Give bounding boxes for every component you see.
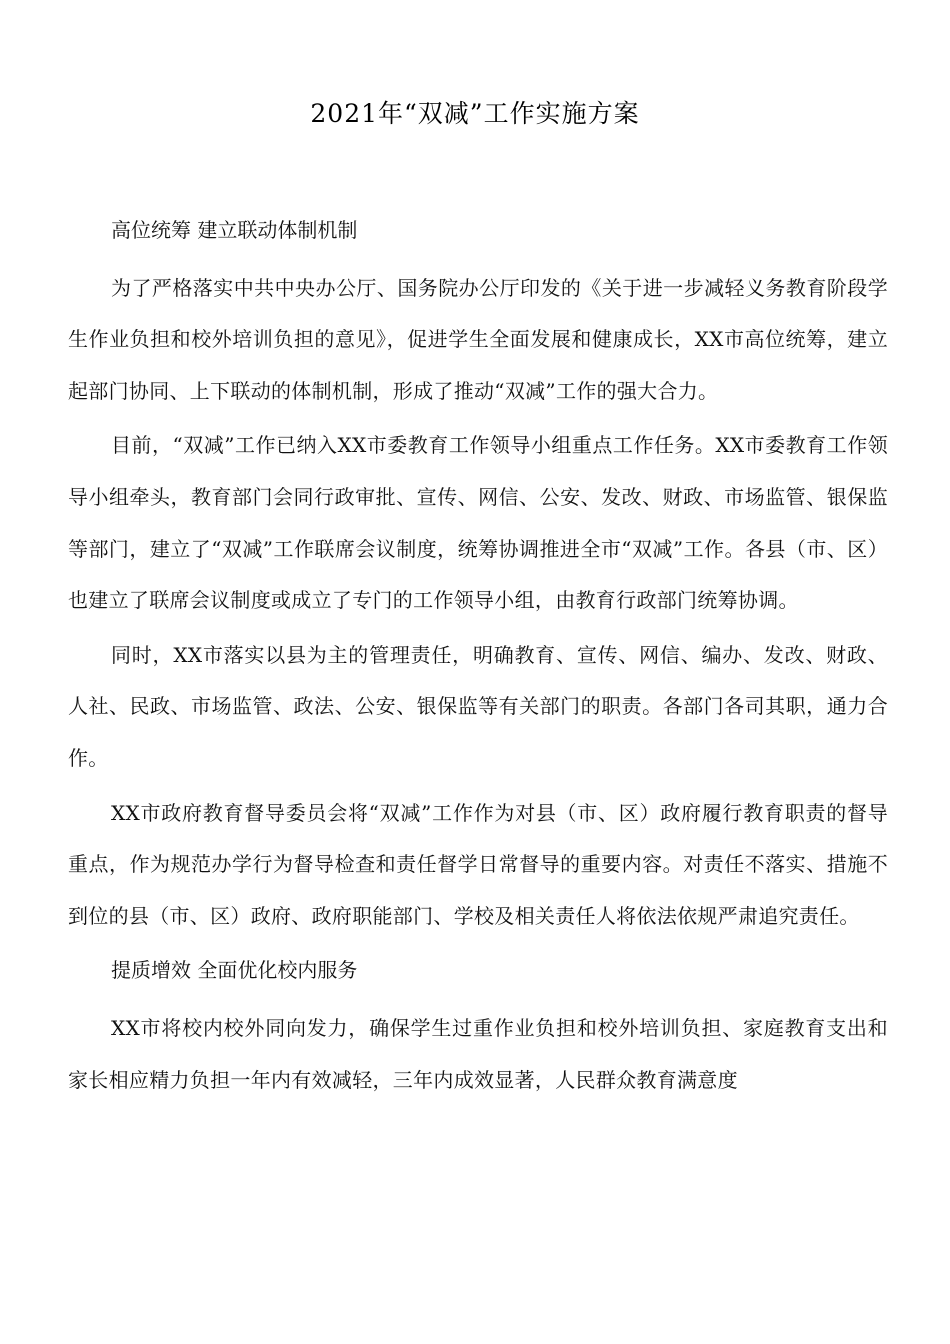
paragraph-3: 同时，XX市落实以县为主的管理责任，明确教育、宣传、网信、编办、发改、财政、人社、民政、市场监管、政法、公安、银保监等有关部门的职责。各部门各司其职，通力合作。: [68, 642, 888, 770]
paragraph-1: 为了严格落实中共中央办公厅、国务院办公厅印发的《关于进一步减轻义务教育阶段学生作业负担和校外培训负担的意见》，促进学生全面发展和健康成长，XX市高位统筹，建立起部门协同、上下联动的体制机制，形成了推动“双减”工作的强大合力。: [68, 275, 888, 403]
paragraph-4: XX市政府教育督导委员会将“双减”工作作为对县（市、区）政府履行教育职责的督导重点，作为规范办学行为督导检查和责任督学日常督导的重要内容。对责任不落实、措施不到位的县（市、区）政府、政府职能部门、学校及相关责任人将依法依规严肃追究责任。: [68, 800, 888, 928]
section-heading-school-service: 提质增效 全面优化校内服务: [111, 958, 358, 983]
document-title: 2021年“双减”工作实施方案: [310, 99, 640, 128]
document-body: [68, 205, 888, 1109]
paragraph-2: 目前，“双减”工作已纳入XX市委教育工作领导小组重点工作任务。XX市委教育工作领导小组牵头，教育部门会同行政审批、宣传、网信、公安、发改、财政、市场监管、银保监等部门，建立了“双减”工作联席会议制度，统筹协调推进全市“双减”工作。各县（市、区）也建立了联席会议制度或成立了专门的工作领导小组，由教育行政部门统筹协调。: [68, 433, 888, 613]
paragraph-5: XX市将校内校外同向发力，确保学生过重作业负担和校外培训负担、家庭教育支出和家长相应精力负担一年内有效减轻，三年内成效显著，人民群众教育满意度: [68, 1015, 888, 1092]
section-heading-coordination: 高位统筹 建立联动体制机制: [111, 218, 358, 242]
